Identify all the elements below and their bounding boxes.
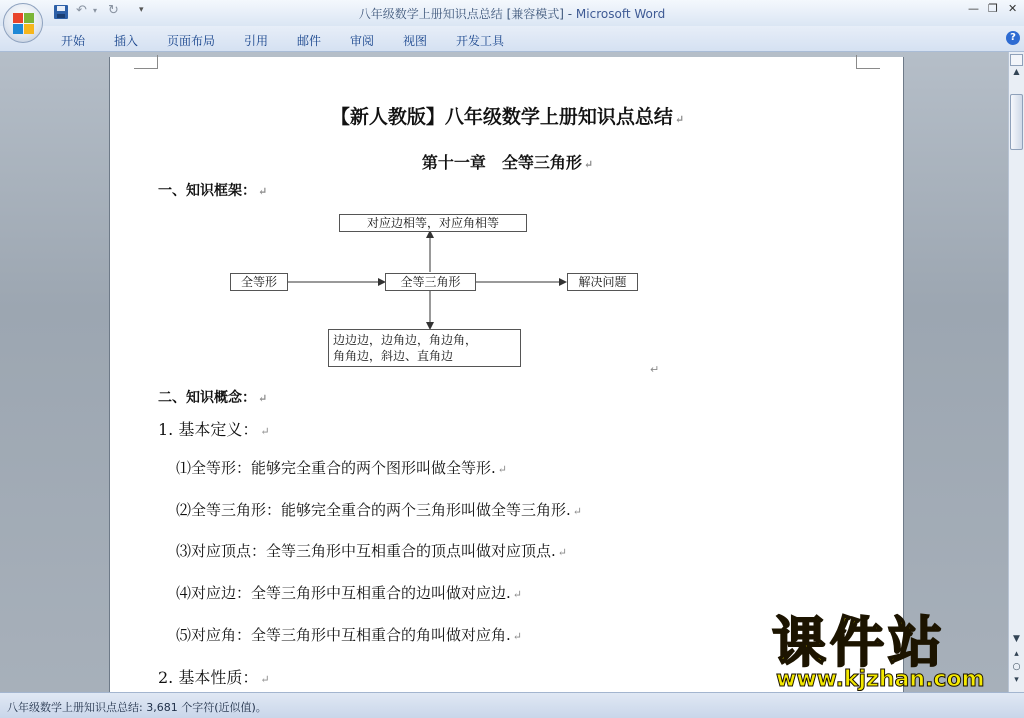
diagram-bottom-line-1: 边边边，边角边，角边角， (333, 333, 478, 347)
definition-text: ⑷对应边：全等三角形中互相重合的边叫做对应边. (176, 584, 511, 602)
definition-item (176, 457, 507, 478)
definition-item (176, 624, 522, 645)
tab-page-layout[interactable]: 页面布局 (167, 34, 216, 48)
document-page[interactable] (109, 57, 904, 697)
subsection-heading-text: 2. 基本性质： (158, 668, 259, 687)
definition-item (176, 582, 522, 603)
section-heading-text: 一、知识框架： (158, 183, 256, 199)
tab-home[interactable]: 开始 (61, 34, 86, 48)
status-bar (0, 692, 1024, 718)
undo-dropdown-icon[interactable]: ▾ (93, 6, 98, 15)
paragraph-mark: ↵ (260, 673, 270, 686)
minimize-button[interactable]: — (968, 2, 979, 15)
next-page-icon[interactable]: ▾ (1014, 675, 1019, 685)
title-bar (0, 0, 1024, 26)
app-name: Microsoft Word (575, 7, 666, 21)
subsection-heading (158, 665, 270, 688)
knowledge-framework-diagram (110, 57, 905, 387)
document-area (0, 52, 1008, 692)
subsection-heading (158, 417, 270, 440)
paragraph-mark: ↵ (674, 113, 685, 126)
watermark-url: www.kjzhan.com (776, 667, 985, 692)
help-icon[interactable]: ? (1006, 31, 1020, 45)
diagram-box-center: 全等三角形 (385, 273, 476, 291)
tab-mailings[interactable]: 邮件 (297, 34, 322, 48)
tab-references[interactable]: 引用 (244, 34, 269, 48)
paragraph-mark: ↵ (260, 425, 270, 438)
restore-button[interactable]: ❐ (988, 2, 998, 15)
chapter-title-text: 第十一章 全等三角形 (421, 153, 582, 172)
definition-item (176, 499, 582, 520)
diagram-box-top: 对应边相等，对应角相等 (339, 214, 527, 232)
view-ruler-icon[interactable] (1010, 54, 1023, 66)
diagram-box-right: 解决问题 (567, 273, 638, 291)
diagram-box-left: 全等形 (230, 273, 288, 291)
definition-text: ⑴全等形：能够完全重合的两个图形叫做全等形. (176, 459, 496, 477)
definition-text: ⑸对应角：全等三角形中互相重合的角叫做对应角. (176, 626, 511, 644)
diagram-bottom-line-2: 角角边，斜边、直角边 (333, 349, 454, 363)
office-button[interactable] (3, 3, 43, 43)
redo-icon[interactable]: ↻ (108, 3, 119, 18)
paragraph-mark: ↵ (572, 505, 582, 518)
customize-toolbar-icon[interactable]: ▾ (139, 5, 144, 15)
paragraph-mark: ↵ (557, 546, 567, 559)
definition-item (176, 540, 567, 561)
watermark-logo-text: 课件站 (772, 611, 946, 674)
scroll-down-icon[interactable]: ▼ (1013, 634, 1020, 644)
ribbon-tab-bar (0, 26, 1024, 52)
definition-text: ⑶对应顶点：全等三角形中互相重合的顶点叫做对应顶点. (176, 542, 556, 560)
tab-view[interactable]: 视图 (403, 34, 428, 48)
close-button[interactable]: ✕ (1008, 2, 1018, 15)
undo-icon[interactable]: ↶ (76, 3, 87, 18)
section-heading-text: 二、知识概念： (158, 390, 256, 406)
paragraph-mark: ↵ (650, 363, 660, 376)
browse-object-icon[interactable]: ○ (1012, 662, 1021, 672)
paragraph-mark: ↵ (512, 588, 522, 601)
window-title (0, 5, 1024, 22)
paragraph-mark: ↵ (258, 185, 268, 198)
tab-developer[interactable]: 开发工具 (456, 34, 505, 48)
office-logo-icon (13, 13, 34, 34)
subsection-heading-text: 1. 基本定义： (158, 420, 259, 439)
word-count-status[interactable]: 八年级数学上册知识点总结: 3,681 个字符(近似值)。 (7, 701, 267, 714)
diagram-box-bottom (328, 329, 521, 367)
tab-insert[interactable]: 插入 (114, 34, 139, 48)
paragraph-mark: ↵ (258, 392, 268, 405)
paragraph-mark: ↵ (583, 158, 594, 171)
document-name: 八年级数学上册知识点总结 [兼容模式] - (358, 7, 576, 21)
previous-page-icon[interactable]: ▴ (1014, 649, 1019, 659)
paragraph-mark: ↵ (512, 630, 522, 643)
scroll-up-icon[interactable]: ▲ (1013, 67, 1020, 76)
document-title-text: 【新人教版】八年级数学上册知识点总结 (330, 106, 673, 128)
tab-review[interactable]: 审阅 (350, 34, 375, 48)
scroll-thumb[interactable] (1010, 94, 1023, 150)
definition-text: ⑵全等三角形：能够完全重合的两个三角形叫做全等三角形. (176, 501, 571, 519)
paragraph-mark: ↵ (497, 463, 507, 476)
vertical-scrollbar[interactable] (1008, 52, 1024, 692)
section-heading (158, 387, 267, 407)
